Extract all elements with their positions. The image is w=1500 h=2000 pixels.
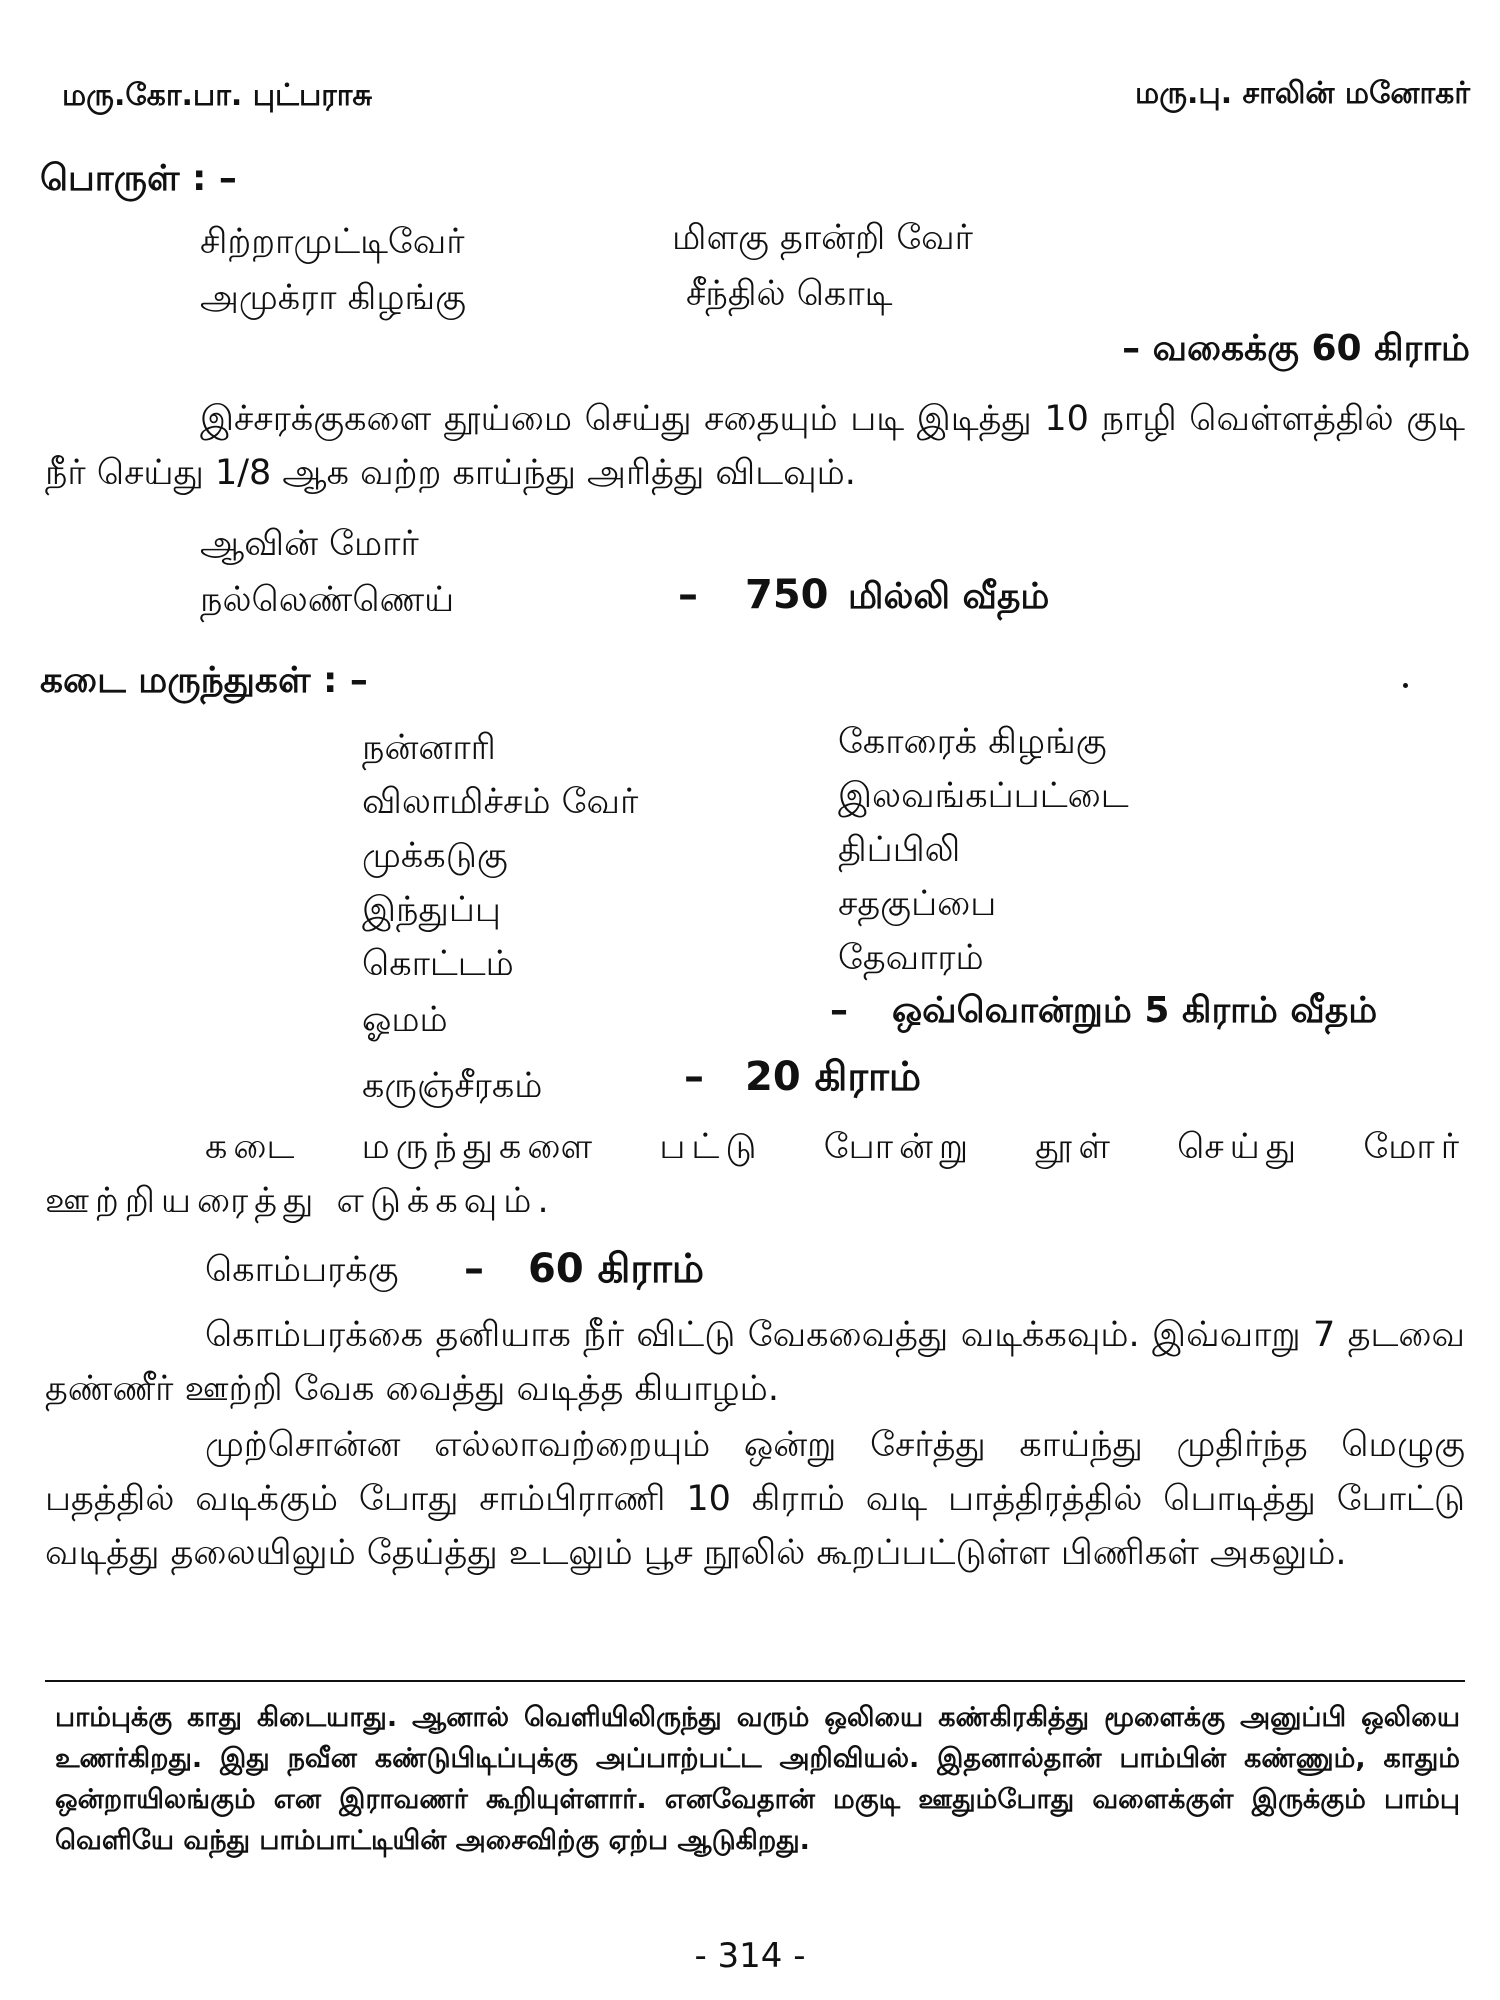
shop-medicines-heading: கடை மருந்துகள் : – <box>40 660 368 701</box>
shop-item: தேவாரம் <box>838 938 984 978</box>
footnote: பாம்புக்கு காது கிடையாது. ஆனால் வெளியிலிருந்து வரும் ஒலியை கண்கிரகித்து மூளைக்கு அனுப்பி ஒலியை உணர்கிறது. இது நவீன கண்டுபிடிப்புக்கு அப்பாற்பட்ட அறிவியல். இதனால்தான் பாம்பின் கண்ணும், காதும் ஒன்றாயிலங்கும் என இராவணர் கூறியுள்ளார். எனவேதான் மகுடி ஊதும்போது வளைக்குள் இருக்கும் பாம்பு வெளியே வந்து பாம்பாட்டியின் அசைவிற்கு ஏற்ப ஆடுகிறது. <box>55 1702 1460 1856</box>
shop-item: கொட்டம் <box>362 944 514 984</box>
ingredients-heading: பொருள் : – <box>40 158 237 199</box>
resin-dash: – <box>464 1246 484 1292</box>
ingredient-item: சீந்தில் கொடி <box>686 274 893 314</box>
ingredients-quantity: – வகைக்கு 60 கிராம் <box>1122 328 1470 369</box>
each-dash: – <box>830 990 848 1031</box>
right-author: மரு.பு. சாலின் மனோகர் <box>1135 76 1470 111</box>
each-quantity: ஒவ்வொன்றும் 5 கிராம் வீதம் <box>892 990 1378 1031</box>
shop-item: ஓமம் <box>362 1000 448 1040</box>
page-number: - 314 - <box>694 1936 806 1976</box>
left-author: மரு.கோ.பா. புட்பராசு <box>62 78 373 113</box>
shop-item: கோரைக் கிழங்கு <box>838 722 1107 762</box>
final-instruction: முற்சொன்ன எல்லாவற்றையும் ஒன்று சேர்த்து காய்ந்து முதிர்ந்த மெழுகு பதத்தில் வடிக்கும் போது சாம்பிராணி 10 கிராம் வடி பாத்திரத்தில் பொடித்து போட்டு வடித்து தலையிலும் தேய்த்து உடலும் பூச நூலில் கூறப்பட்டுள்ள பிணிகள் அகலும். <box>45 1425 1465 1573</box>
extra-quantity: 20 கிராம் <box>745 1054 922 1100</box>
shop-item: முக்கடுகு <box>362 836 508 876</box>
liquid-item: நல்லெண்ணெய் <box>200 580 455 620</box>
decoction-instruction: இச்சரக்குகளை தூய்மை செய்து சதையும் படி இடித்து 10 நாழி வெள்ளத்தில் குடி நீர் செய்து 1/8 ஆக வற்ற காய்ந்து அரித்து விடவும். <box>45 399 1465 493</box>
liquid-item: ஆவின் மோர் <box>200 524 419 564</box>
shop-item: இலவங்கப்பட்டை <box>838 776 1129 816</box>
shop-item: நன்னாரி <box>362 728 496 768</box>
ingredient-item: அமுக்ரா கிழங்கு <box>200 278 467 318</box>
ingredient-item: சிற்றாமுட்டிவேர் <box>200 222 465 262</box>
shop-instruction: கடை மருந்துகளை பட்டு போன்று தூள் செய்து மோர் ஊற்றியரைத்து எடுக்கவும். <box>45 1127 1465 1221</box>
extra-dash: – <box>684 1054 704 1100</box>
resin-instruction: கொம்பரக்கை தனியாக நீர் விட்டு வேகவைத்து வடிக்கவும். இவ்வாறு 7 தடவை தண்ணீர் ஊற்றி வேக வைத்து வடித்த கியாழம். <box>45 1315 1465 1409</box>
stray-dot <box>1403 683 1408 688</box>
resin-quantity: 60 கிராம் <box>528 1246 705 1292</box>
liquid-unit: மில்லி வீதம் <box>848 576 1050 617</box>
shop-item: இந்துப்பு <box>362 890 501 930</box>
shop-item: விலாமிச்சம் வேர் <box>362 782 639 822</box>
footnote-divider <box>45 1680 1465 1682</box>
ingredient-item: மிளகு தான்றி வேர் <box>672 218 973 258</box>
shop-item: கருஞ்சீரகம் <box>362 1066 543 1106</box>
liquid-number: 750 <box>745 572 829 618</box>
resin-item: கொம்பரக்கு <box>205 1250 399 1290</box>
shop-item: திப்பிலி <box>838 830 961 870</box>
shop-item: சதகுப்பை <box>838 884 997 924</box>
liquid-dash: – <box>678 572 698 618</box>
